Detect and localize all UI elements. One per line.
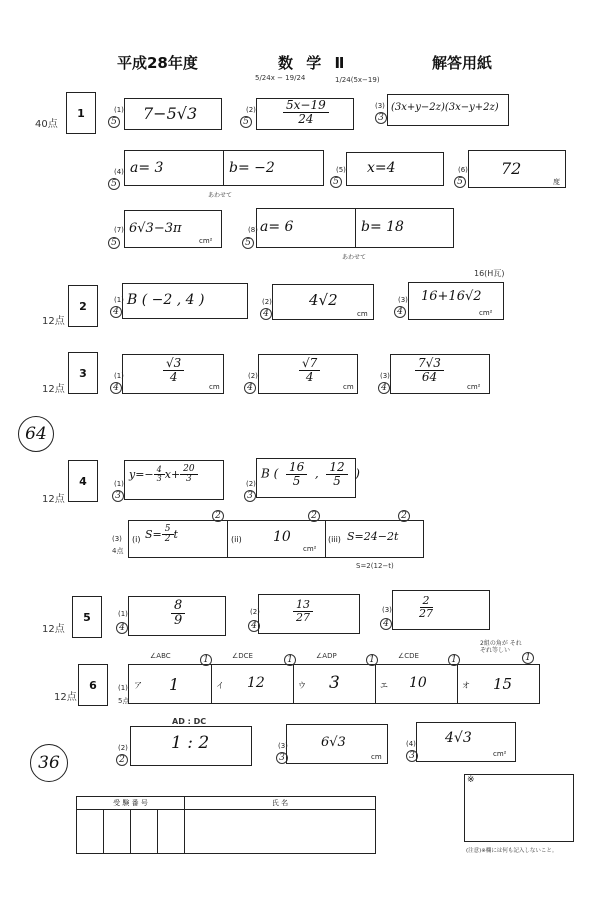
q1-4-answer-box [124,150,324,186]
q6-1-cell-c-label: ウ [298,681,306,690]
q6-1-cell-b-note: ∠DCE [232,652,253,660]
name-field[interactable] [185,810,376,854]
q6-1-cell-b-label: イ [216,681,224,690]
q3-2-answer: $\frac{√7}{4}$ [299,357,320,383]
q6-1-cell-b-value: 12 [247,675,265,691]
q5-1-score: 4 [116,622,128,634]
q5-1-answer: $\frac{8}{9}$ [171,599,185,627]
q4-2-score: 3 [244,490,256,502]
q1-7-label: (7) [114,226,124,234]
q1-4-answer-b: b= −2 [229,160,275,176]
q3-2-score: 4 [244,382,256,394]
q2-number: 2 [68,285,98,327]
q6-1-cell-e-score: 1 [522,652,534,664]
q4-3-iii-answer: S=24−2t [347,530,399,543]
q5-3-label: (3) [382,606,392,614]
q5-3-answer: $\frac{2}{27}$ [419,594,433,620]
q4-3-score-note: 4点 [112,547,124,555]
q2-2-score: 4 [260,308,272,320]
q3-number: 3 [68,352,98,394]
q1-2-label: (2) [246,106,256,114]
q1-3-answer: (3x+y−2z)(3x−y+2z) [391,102,499,113]
q1-2-score: 5 [240,116,252,128]
q1-5-score: 5 [330,176,342,188]
q1-1-answer: 7−5√3 [143,104,198,123]
q3-1-label: (1) [114,372,124,380]
grader-only-box [464,774,574,842]
q4-3-note: S=2(12−t) [356,562,394,570]
q6-1-cell-a-note: ∠ABC [150,652,171,660]
q3-2-answer-box [258,354,358,394]
header-era: 平成28年度 [117,54,198,72]
q4-1-answer-box [124,460,224,500]
q6-4-answer-box [416,722,516,762]
q2-3-score: 4 [394,306,406,318]
exam-number-digit-4[interactable] [158,810,185,854]
q6-1-cell-e-value: 15 [493,675,513,693]
q4-points: 12点 [42,494,65,505]
q6-3-unit: cm [371,753,382,761]
q1-4-answer-a: a= 3 [130,160,164,176]
q1-5-label: (5) [336,166,346,174]
q6-1-answer-row [128,664,540,704]
q6-2-header: AD : DC [172,717,207,726]
q1-2-answer-box [256,98,354,130]
q6-4-label: (4) [406,740,416,748]
q2-points: 12点 [42,316,65,327]
q1-8-answer-a: a= 6 [260,219,294,235]
q6-1-cell-d-label: エ [380,681,388,690]
q2-3-unit: cm² [479,309,493,317]
q4-3-ii-answer: 10 [273,529,291,545]
q6-2-score: 2 [116,754,128,766]
q3-1-unit: cm [209,383,220,391]
q1-1-score: 5 [108,116,120,128]
q2-1-answer: B ( −2 , 4 ) [127,292,205,308]
q1-top-note-2: 1/24(5x−19) [335,76,380,84]
q6-1-cell-d-score: 1 [448,654,460,666]
q4-number: 4 [68,460,98,502]
q1-6-answer-box [468,150,566,188]
q1-8-label: (8) [248,226,258,234]
q6-2-answer: 1 : 2 [171,733,210,753]
grader-mark: ※ [467,775,475,785]
q4-1-score: 3 [112,490,124,502]
q5-2-answer: $\frac{13}{27}$ [293,599,313,623]
q1-1-answer-box [124,98,222,130]
q6-2-answer-box [130,726,252,766]
q6-2-label: (2) [118,744,128,752]
q1-8-score: 5 [242,237,254,249]
q4-2-label: (2) [246,480,256,488]
q2-3-answer: 16+16√2 [421,289,482,304]
q6-1-cell-e-label: オ [462,681,470,690]
q1-5-answer: x=4 [367,160,396,176]
q3-3-unit: cm² [467,383,481,391]
q4-3-label: (3) [112,535,122,543]
student-id-name-table [76,796,376,854]
q3-1-answer-box [122,354,224,394]
q4-2-answer: B ( $\frac{16}{5}$ , $\frac{12}{5}$ ) [261,460,360,488]
q6-points: 12点 [54,692,77,703]
q3-1-answer: $\frac{√3}{4}$ [163,357,184,383]
q6-1-cell-d-note: ∠CDE [398,652,419,660]
header-subject: 数 学 Ⅱ [278,54,349,72]
final-total-circle: 36 [30,744,68,782]
q2-top-note: 16(H瓦) [474,269,505,278]
q1-points: 40点 [35,119,58,130]
q6-1-cell-b-score: 1 [284,654,296,666]
q2-3-answer-box [408,282,504,320]
q1-3-score: 3 [375,112,387,124]
q4-3-i-answer: S= $\frac{5}{2}$ t [145,524,178,545]
q3-3-score: 4 [378,382,390,394]
q6-3-answer-box [286,724,388,764]
q6-row-score: 5点 [118,697,130,705]
q6-4-unit: cm² [493,750,507,758]
q1-7-score: 5 [108,237,120,249]
q4-3-iii-score: 2 [398,510,410,522]
q1-6-unit: 度 [553,178,560,186]
q2-1-answer-box [122,283,248,319]
q1-8-note: あわせて [342,254,367,261]
q4-3-iii-label: (iii) [328,535,341,544]
q2-2-answer: 4√2 [309,291,338,309]
q1-5-answer-box [346,152,444,186]
q3-3-answer: $\frac{7√3}{64}$ [415,357,444,383]
q1-8-answer-box [256,208,454,248]
q5-2-answer-box [258,594,360,634]
q4-2-answer-box [256,458,360,498]
exam-number-digit-1[interactable] [77,810,104,854]
exam-number-digit-2[interactable] [104,810,131,854]
q2-2-label: (2) [262,298,272,306]
q5-1-answer-box [128,596,226,636]
q3-2-unit: cm [343,383,354,391]
q1-1-label: (1) [114,106,124,114]
exam-number-digit-3[interactable] [131,810,158,854]
q6-number: 6 [78,664,108,706]
q2-3-label: (3) [398,296,408,304]
q1-top-note-1: 5/24x − 19/24 [255,74,306,82]
name-label: 氏 名 [185,797,376,810]
q5-points: 12点 [42,624,65,635]
q5-3-answer-box [392,590,490,630]
q6-3-label: (3) [278,742,288,750]
q6-4-answer: 4√3 [445,730,472,746]
q5-number: 5 [72,596,102,638]
q4-1-label: (1) [114,480,124,488]
q3-1-score: 4 [110,382,122,394]
q5-1-label: (1) [118,610,128,618]
q1-6-score: 5 [454,176,466,188]
q6-1-cell-c-score: 1 [366,654,378,666]
q1-7-answer: 6√3−3π [129,221,182,236]
q2-2-answer-box [272,284,374,320]
q1-4-score: 5 [108,178,120,190]
exam-number-label: 受 験 番 号 [77,797,185,810]
q6-1-cell-e-note: 2組の角が それぞれ等しい [480,640,522,654]
q4-3-ii-unit: cm² [303,545,317,553]
q1-2-answer: $\frac{5x-19}{24}$ [283,99,329,125]
q1-3-label: (3) [375,102,385,110]
q6-3-score: 3 [276,752,288,764]
q2-2-unit: cm [357,310,368,318]
q5-2-label: (2) [250,608,260,616]
q1-4-note: あわせて [208,192,233,199]
q6-1-cell-a-value: 1 [169,675,180,694]
q1-8-answer-b: b= 18 [361,219,404,235]
q1-7-unit: cm² [199,237,213,245]
subtotal-circle: 64 [18,416,54,452]
header-sheet-title: 解答用紙 [432,54,493,72]
q1-3-answer-box [387,94,509,126]
q4-1-answer: y=− $\frac{4}{3}$ x+ $\frac{20}{3}$ [129,465,198,485]
q2-1-label: (1) [114,296,124,304]
q4-3-ii-score: 2 [308,510,320,522]
q3-2-label: (2) [248,372,258,380]
q4-3-ii-label: (ii) [231,535,242,544]
q4-3-i-score: 2 [212,510,224,522]
q6-4-score: 3 [406,750,418,762]
q3-points: 12点 [42,384,65,395]
q5-3-score: 4 [380,618,392,630]
q6-1-cell-a-label: ア [134,681,142,690]
q1-6-answer: 72 [501,159,522,178]
q1-4-label: (4) [114,168,124,176]
q1-number: 1 [66,92,96,134]
grader-box-note: (注意)※欄には何も記入しないこと。 [466,848,558,854]
q6-1-cell-a-score: 1 [200,654,212,666]
q6-1-cell-c-value: 3 [329,673,340,693]
q6-1-cell-d-value: 10 [409,675,427,691]
q4-3-answer-box [128,520,424,558]
q6-1-label: (1) [118,684,128,692]
q1-7-answer-box [124,210,222,248]
q6-1-cell-c-note: ∠ADP [316,652,337,660]
q2-1-score: 4 [110,306,122,318]
q3-3-label: (3) [380,372,390,380]
q6-3-answer: 6√3 [321,735,346,750]
q3-3-answer-box [390,354,490,394]
q1-6-label: (6) [458,166,468,174]
q4-3-i-label: (i) [132,535,141,544]
q5-2-score: 4 [248,620,260,632]
